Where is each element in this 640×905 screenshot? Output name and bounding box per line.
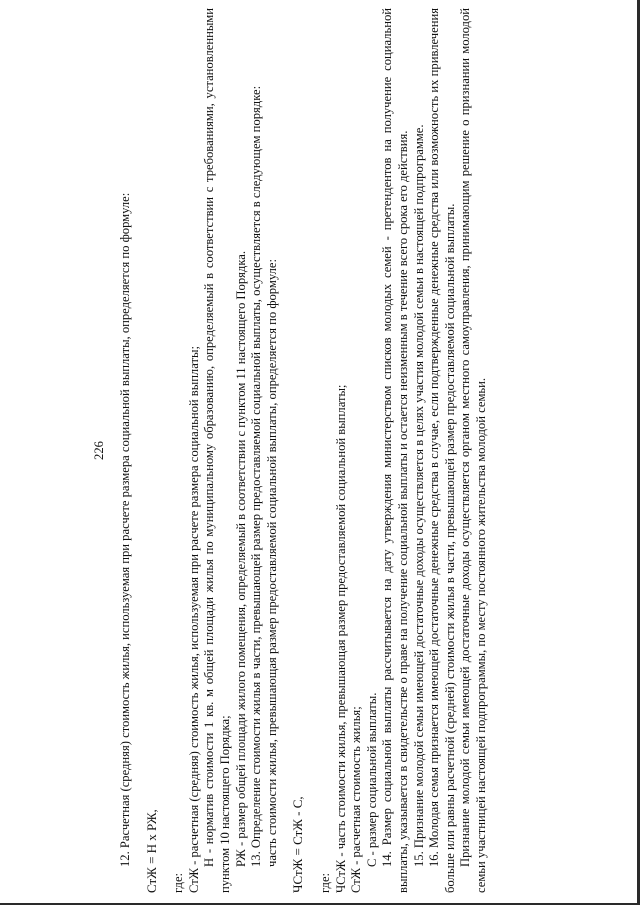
paragraph-16: 16. Молодая семья признается имеющей достаточные денежные средства в случае, если подтвержденные денежные средства или возможность их привлечения больше или равны расчетной (средней) стоимости жилья в части, превышающей размер предоставляемой социальной выплаты. (427, 8, 457, 893)
definition-stzh: СтЖ - расчетная (средняя) стоимость жилья, используемая при расчете размера социальной выплаты; (186, 346, 201, 893)
paragraph-15: 15. Признание молодой семьи имеющей достаточные доходы осуществляется в целях участия молодой семьи в настоящей подпрограмме. (411, 124, 426, 867)
definition-n: Н - норматив стоимости 1 кв. м общей площади жилья по муниципальному образованию, определяемый в соответствии с требованиями, установленными пунктом 10 настоящего Порядка; (202, 8, 232, 893)
definition-c: С - размер социальной выплаты. (364, 692, 379, 867)
rotated-text-block (92, 8, 632, 893)
paragraph-14: 14. Размер социальной выплаты рассчитывается на дату утверждения министерством списков молодых семей - претендентов на получение социальной выплаты, указывается в свидетельстве о праве на получение социальной выплаты и остается неизменным в течение всего срока его действия. (380, 8, 410, 893)
formula-stzh: СтЖ = Н x РЖ, (143, 809, 159, 893)
definition-stzh-2: СтЖ - расчетная стоимость жилья; (349, 706, 364, 893)
definition-rzh: РЖ - размер общей площади жилого помещения, определяемый в соответствии с пунктом 11 настоящего Порядка. (233, 251, 248, 867)
definition-chstzh: ЧСтЖ - часть стоимости жилья, превышающая размер предоставляемой социальной выплаты; (333, 384, 348, 893)
paragraph-12: 12. Расчетная (средняя) стоимость жилья, используемая при расчете размера социальной выплаты, определяется по формуле: (118, 192, 132, 867)
formula-chstzh: ЧСтЖ = СтЖ - С, (290, 796, 306, 893)
gde-label-2: где: (317, 872, 332, 893)
page-number: 226 (92, 441, 106, 460)
paragraph-16-continued: Признание молодой семьи имеющей достаточные доходы осуществляется органом местного самоуправления, принимающим решение о признании молодой семьи участницей настоящей подпрограммы, по месту постоянного жительства молодой семьи. (458, 8, 488, 893)
gde-label-1: где: (171, 872, 186, 893)
paragraph-13: 13. Определение стоимости жилья в части, превышающей размер предоставляемой социальной выплаты, осуществляется в следующем порядке: (249, 85, 264, 867)
paragraph-13-formula-intro: часть стоимости жилья, превышающая размер предоставляемой социальной выплаты, определяется по формуле: (264, 259, 279, 867)
